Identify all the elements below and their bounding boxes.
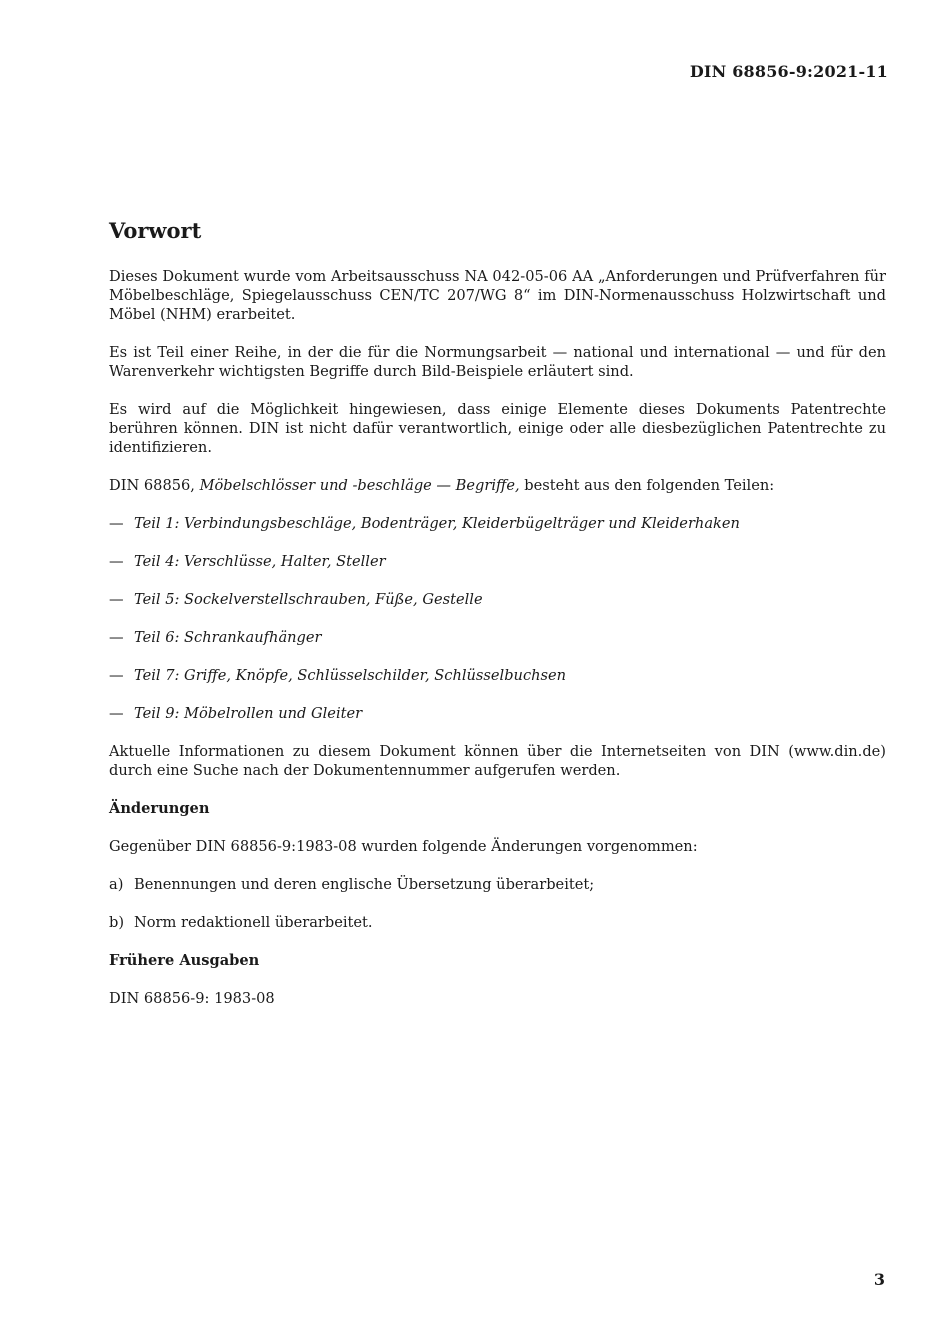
paragraph-previous-editions: DIN 68856-9: 1983-08: [109, 990, 275, 1007]
paragraph-changes-intro: Gegenüber DIN 68856-9:1983-08 wurden folgende Änderungen vorgenommen:: [109, 838, 698, 855]
list-item-part-9: [109, 704, 886, 723]
list-dash: —: [109, 591, 124, 608]
list-item-part-4: [109, 552, 886, 571]
series-intro-suffix: besteht aus den folgenden Teilen:: [519, 477, 775, 494]
page-number: 3: [873, 1270, 885, 1289]
document-id-header: DIN 68856-9:2021-11: [689, 62, 888, 81]
list-item-text: Teil 9: Möbelrollen und Gleiter: [134, 705, 363, 722]
list-item-part-6: [109, 628, 886, 647]
list-marker: b): [109, 914, 125, 931]
list-item-part-7: [109, 666, 886, 685]
subheading-aenderungen: Änderungen: [109, 800, 210, 817]
list-item-text: Benennungen und deren englische Übersetzung überarbeitet;: [134, 876, 595, 893]
list-item-text: Teil 5: Sockelverstellschrauben, Füße, Gestelle: [134, 591, 483, 608]
series-intro-title: Möbelschlösser und -beschläge — Begriffe,: [199, 477, 520, 494]
list-dash: —: [109, 553, 124, 570]
paragraph-current-info: Aktuelle Informationen zu diesem Dokument können über die Internetseiten von DIN (www.din.de) durch eine Suche nach der Dokumentennummer aufgerufen werden.: [109, 743, 886, 779]
page-content: [109, 216, 886, 1027]
paragraph-patent-notice: Es wird auf die Möglichkeit hingewiesen, dass einige Elemente dieses Dokuments Patentrechte berühren können. DIN ist nicht dafür verantwortlich, einige oder alle diesbezüglichen Patentrechte zu identifizieren.: [109, 401, 886, 456]
list-dash: —: [109, 515, 124, 532]
list-dash: —: [109, 629, 124, 646]
list-item-part-5: [109, 590, 886, 609]
section-title-vorwort: Vorwort: [109, 218, 202, 243]
paragraph-series: Es ist Teil einer Reihe, in der die für die Normungsarbeit — national und international — und für den Warenverkehr wichtigsten Begriffe durch Bild-Beispiele erläutert sind.: [109, 344, 886, 380]
subheading-fruehere-ausgaben: Frühere Ausgaben: [109, 952, 260, 969]
series-intro-prefix: DIN 68856,: [109, 477, 200, 494]
paragraph-series-intro: [109, 476, 886, 495]
paragraph-committee: Dieses Dokument wurde vom Arbeitsausschuss NA 042-05-06 AA „Anforderungen und Prüfverfahren für Möbelbeschläge, Spiegelausschuss CEN/TC 207/WG 8“ im DIN-Normenausschuss Holzwirtschaft und Möbel (NHM) erarbeitet.: [109, 268, 886, 323]
list-marker: a): [109, 876, 124, 893]
list-item-text: Norm redaktionell überarbeitet.: [134, 914, 373, 931]
change-item-a: [109, 875, 886, 894]
list-item-part-1: [109, 514, 886, 533]
list-item-text: Teil 7: Griffe, Knöpfe, Schlüsselschilder, Schlüsselbuchsen: [134, 667, 567, 684]
list-dash: —: [109, 667, 124, 684]
list-dash: —: [109, 705, 124, 722]
list-item-text: Teil 1: Verbindungsbeschläge, Bodenträger, Kleiderbügelträger und Kleiderhaken: [134, 515, 740, 532]
list-item-text: Teil 4: Verschlüsse, Halter, Steller: [134, 553, 386, 570]
list-item-text: Teil 6: Schrankaufhänger: [134, 629, 322, 646]
change-item-b: [109, 913, 886, 932]
